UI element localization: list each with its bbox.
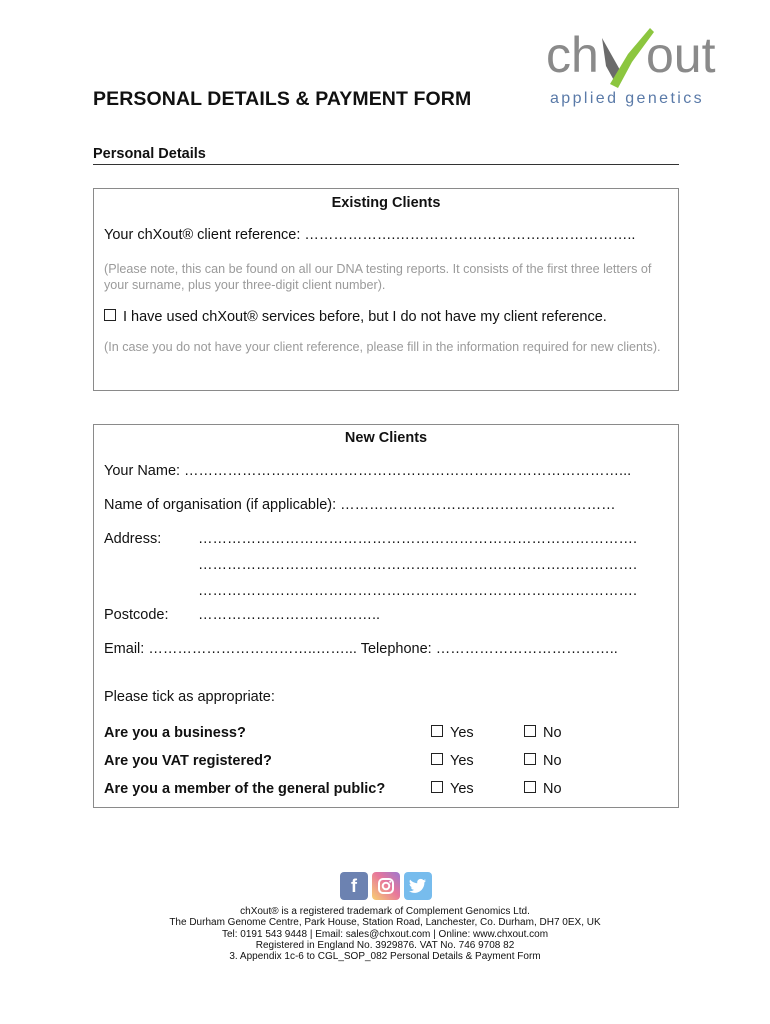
footer-contact: Tel: 0191 543 9448 | Email: sales@chxout.com | Online: www.chxout.com (221, 928, 549, 940)
address-line-1[interactable]: ………………………………………………………………………………. (198, 531, 638, 547)
no-reference-note: (In case you do not have your client reference, please fill in the information required for new clients). (104, 340, 661, 354)
question-public: Are you a member of the general public? (104, 781, 386, 797)
name-field[interactable]: Your Name: ………………………………………………………………………………... (104, 463, 632, 479)
twitter-icon[interactable] (404, 872, 432, 900)
business-yes-option[interactable] (431, 725, 474, 741)
vat-yes-option[interactable] (431, 753, 474, 769)
postcode-field[interactable]: ……………………………….. (198, 607, 381, 623)
address-label: Address: (104, 531, 162, 547)
existing-clients-title: Existing Clients (331, 195, 441, 211)
existing-clients-box (93, 188, 679, 391)
logo-text-ch: ch (546, 27, 599, 83)
email-telephone-fields[interactable]: Email: ……………………………..……... Telephone: ……………………………….. (104, 641, 618, 657)
no-label: No (543, 725, 562, 741)
yes-label: Yes (450, 725, 474, 741)
chxout-logo (546, 24, 736, 114)
new-clients-title: New Clients (344, 430, 428, 446)
footer-address: The Durham Genome Centre, Park House, Station Road, Lanchester, Co. Durham, DH7 0EX, UK (169, 917, 601, 929)
section-heading: Personal Details (93, 146, 206, 162)
business-no-checkbox[interactable] (524, 725, 536, 737)
logo-text-out: out (646, 27, 716, 83)
vat-no-option[interactable] (524, 753, 562, 769)
no-label: No (543, 753, 562, 769)
address-line-2[interactable]: ………………………………………………………………………………. (198, 557, 638, 573)
vat-no-checkbox[interactable] (524, 753, 536, 765)
vat-yes-checkbox[interactable] (431, 753, 443, 765)
new-clients-box (93, 424, 679, 808)
yes-label: Yes (450, 781, 474, 797)
tick-prompt: Please tick as appropriate: (104, 689, 275, 705)
logo-tagline: applied genetics (550, 90, 705, 107)
logo-checkmark-icon (546, 24, 736, 94)
business-no-option[interactable] (524, 725, 562, 741)
question-business: Are you a business? (104, 725, 246, 741)
public-yes-checkbox[interactable] (431, 781, 443, 793)
social-icons (340, 872, 432, 902)
yes-label: Yes (450, 753, 474, 769)
public-no-option[interactable] (524, 781, 562, 797)
postcode-label: Postcode: (104, 607, 169, 623)
question-vat: Are you VAT registered? (104, 753, 272, 769)
footer-document-ref: 3. Appendix 1c-6 to CGL_SOP_082 Personal Details & Payment Form (229, 951, 541, 963)
no-reference-checkbox[interactable] (104, 309, 116, 321)
footer (0, 906, 770, 962)
no-label: No (543, 781, 562, 797)
footer-registration: Registered in England No. 3929876. VAT No. 746 9708 82 (255, 939, 515, 951)
business-yes-checkbox[interactable] (431, 725, 443, 737)
organisation-field[interactable]: Name of organisation (if applicable): ………………………………………………… (104, 497, 616, 513)
instagram-icon[interactable] (372, 872, 400, 900)
public-yes-option[interactable] (431, 781, 474, 797)
no-reference-label: I have used chXout® services before, but I do not have my client reference. (123, 309, 607, 325)
section-divider (93, 164, 679, 165)
form-title: PERSONAL DETAILS & PAYMENT FORM (93, 88, 472, 110)
footer-trademark: chXout® is a registered trademark of Complement Genomics Ltd. (240, 906, 530, 917)
address-line-3[interactable]: ………………………………………………………………………………. (198, 583, 638, 599)
no-reference-option[interactable] (104, 309, 607, 325)
facebook-icon[interactable]: f (340, 872, 368, 900)
client-reference-field[interactable]: Your chXout® client reference: ……………….………………………………………….. (104, 227, 636, 243)
public-no-checkbox[interactable] (524, 781, 536, 793)
client-reference-note: (Please note, this can be found on all our DNA testing reports. It consists of the first three letters of your surname, plus your three-digit client number). (104, 262, 652, 292)
